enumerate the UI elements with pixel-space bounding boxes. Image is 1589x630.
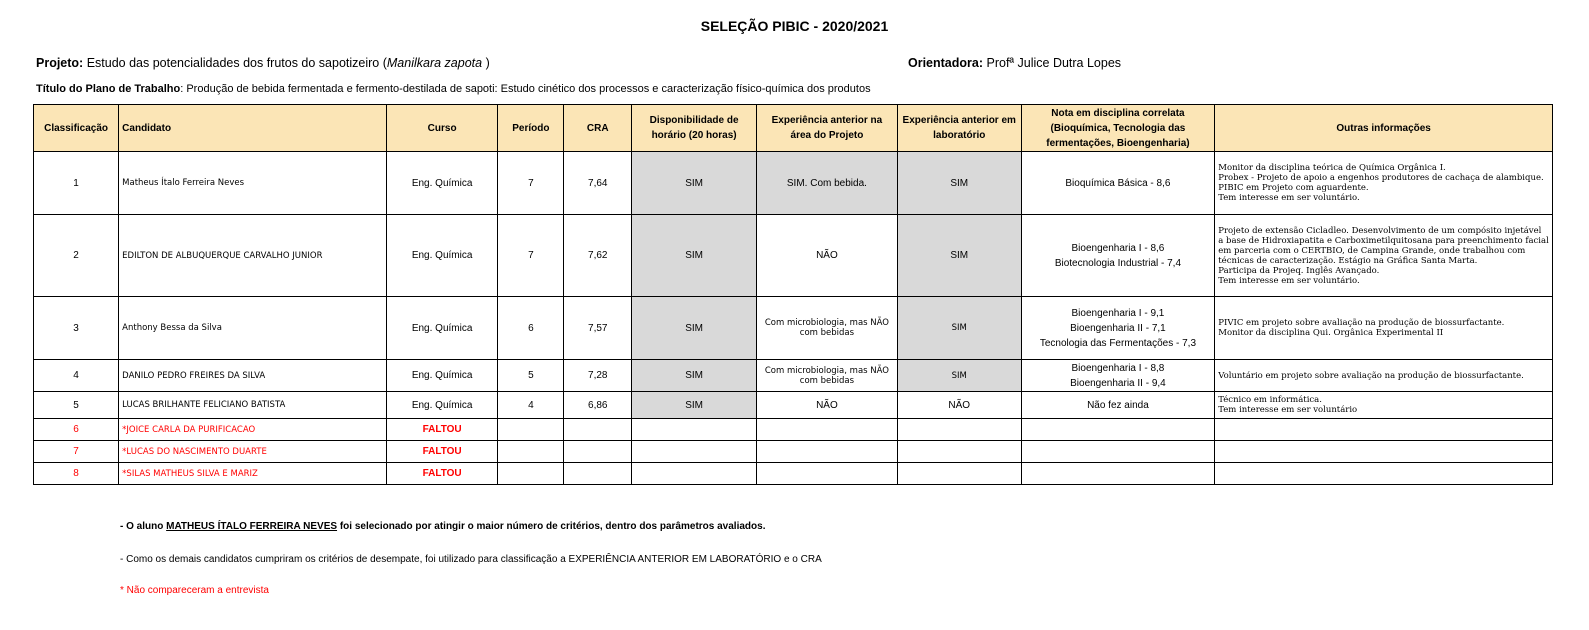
- table-row: [34, 392, 1553, 419]
- nota-line: Bioengenharia I - 8,6: [1071, 242, 1165, 254]
- cell-periodo: 6: [498, 297, 564, 360]
- info-line: Participa da Projeq. Inglês Avançado.: [1218, 265, 1380, 276]
- cell-experiencia-lab: NÃO: [897, 392, 1021, 419]
- header-classificacao: Classificação: [34, 105, 119, 152]
- cell-outras-informacoes: [1215, 215, 1553, 297]
- cell-empty: [564, 419, 632, 441]
- cell-classificacao: 7: [34, 441, 119, 463]
- cell-empty: [756, 441, 897, 463]
- cell-outras-informacoes: [1215, 152, 1553, 215]
- cell-status-faltou: FALTOU: [386, 463, 498, 485]
- table-row-absent: [34, 463, 1553, 485]
- cell-candidato: *JOICE CARLA DA PURIFICACAO: [119, 419, 387, 441]
- header-disponibilidade: Disponibilidade de horário (20 horas): [632, 105, 757, 152]
- cell-nota: [1021, 152, 1215, 215]
- info-line: Técnico em informática.: [1218, 395, 1322, 405]
- table-header-row: [34, 105, 1553, 152]
- cell-disponibilidade: SIM: [632, 152, 757, 215]
- nota-line: Tecnologia das Fermentações - 7,3: [1039, 337, 1197, 349]
- note-selected-prefix: - O aluno: [120, 521, 167, 532]
- cell-disponibilidade: SIM: [632, 392, 757, 419]
- cell-candidato: *SILAS MATHEUS SILVA E MARIZ: [119, 463, 387, 485]
- cell-cra: 7,62: [564, 215, 632, 297]
- cell-outras-informacoes: [1215, 392, 1553, 419]
- note-selected-suffix: foi selecionado por atingir o maior número de critérios, dentro dos parâmetros avaliados.: [337, 521, 766, 532]
- header-nota: Nota em disciplina correlata (Bioquímica, Tecnologia das fermentações, Bioengenharia): [1021, 105, 1215, 152]
- cell-curso: Eng. Química: [386, 360, 498, 392]
- cell-candidato: DANILO PEDRO FREIRES DA SILVA: [119, 360, 387, 392]
- table-row: [34, 152, 1553, 215]
- table-row: [34, 297, 1553, 360]
- cell-periodo: 4: [498, 392, 564, 419]
- cell-outras-informacoes: [1215, 297, 1553, 360]
- cell-empty: [632, 463, 757, 485]
- cell-nota: [1021, 215, 1215, 297]
- info-line: Projeto de extensão Cicladleo. Desenvolvimento de um compósito injetável a base de Hidroxiapatita e Carboximetilquitosana para preenchimento facial em parceria com o CERTBIO, de Campina Grande, onde trabalhou com técnicas de caracterização. Estágio na Gráfica Santa Marta.: [1218, 225, 1549, 266]
- info-line: Monitor da disciplina teórica de Química Orgânica I.: [1218, 163, 1446, 173]
- advisor-line: [908, 56, 1121, 70]
- nota-line: Bioquímica Básica - 8,6: [1065, 177, 1171, 189]
- cell-periodo: 7: [498, 152, 564, 215]
- note-tiebreak: - Como os demais candidatos cumpriram os critérios de desempate, foi utilizado para classificação a EXPERIÊNCIA ANTERIOR EM LABORATÓRIO e o CRA: [120, 554, 822, 565]
- cell-experiencia-area: SIM. Com bebida.: [756, 152, 897, 215]
- info-line: PIVIC em projeto sobre avaliação na produção de biossurfactante.: [1218, 318, 1505, 328]
- cell-empty: [498, 419, 564, 441]
- cell-cra: 7,28: [564, 360, 632, 392]
- cell-empty: [632, 419, 757, 441]
- nota-line: Biotecnologia Industrial - 7,4: [1054, 257, 1182, 269]
- cell-empty: [897, 463, 1021, 485]
- advisor-label: Orientadora:: [908, 56, 984, 70]
- cell-empty: [1021, 419, 1215, 441]
- cell-empty: [498, 463, 564, 485]
- project-line: [36, 56, 490, 70]
- cell-experiencia-area: NÃO: [756, 215, 897, 297]
- cell-empty: [756, 463, 897, 485]
- cell-empty: [632, 441, 757, 463]
- cell-experiencia-lab: SIM: [897, 360, 1021, 392]
- work-plan-line: [36, 83, 871, 95]
- nota-line: Bioengenharia I - 8,8: [1071, 362, 1165, 374]
- cell-empty: [1215, 441, 1553, 463]
- cell-classificacao: 3: [34, 297, 119, 360]
- cell-empty: [1215, 463, 1553, 485]
- cell-empty: [1021, 463, 1215, 485]
- header-curso: Curso: [386, 105, 498, 152]
- work-plan-title: : Produção de bebida fermentada e fermento-destilada de sapoti: Estudo cinético dos processos e caracterização físico-química dos produtos: [180, 83, 871, 95]
- cell-status-faltou: FALTOU: [386, 441, 498, 463]
- cell-candidato: *LUCAS DO NASCIMENTO DUARTE: [119, 441, 387, 463]
- cell-curso: Eng. Química: [386, 215, 498, 297]
- info-line: Tem interesse em ser voluntário.: [1218, 193, 1360, 203]
- cell-periodo: 7: [498, 215, 564, 297]
- info-line: Probex - Projeto de apoio a engenhos produtores de cachaça de alambique.: [1218, 173, 1544, 183]
- cell-status-faltou: FALTOU: [386, 419, 498, 441]
- note-selected: [120, 521, 765, 532]
- nota-line: Não fez ainda: [1087, 399, 1149, 411]
- cell-experiencia-area: NÃO: [756, 392, 897, 419]
- cell-nota: [1021, 392, 1215, 419]
- info-line: Monitor da disciplina Qui. Orgânica Experimental II: [1218, 328, 1444, 338]
- cell-candidato: LUCAS BRILHANTE FELICIANO BATISTA: [119, 392, 387, 419]
- cell-experiencia-lab: SIM: [897, 215, 1021, 297]
- advisor-name: Profª Julice Dutra Lopes: [983, 56, 1122, 70]
- cell-nota: [1021, 360, 1215, 392]
- header-cra: CRA: [564, 105, 632, 152]
- note-absent: * Não compareceram a entrevista: [120, 585, 269, 596]
- cell-cra: 6,86: [564, 392, 632, 419]
- cell-nota: [1021, 297, 1215, 360]
- nota-line: Bioengenharia I - 9,1: [1071, 307, 1165, 319]
- cell-classificacao: 5: [34, 392, 119, 419]
- project-text-after: ): [482, 56, 490, 70]
- cell-empty: [498, 441, 564, 463]
- cell-candidato: Anthony Bessa da Silva: [119, 297, 387, 360]
- page-title: SELEÇÃO PIBIC - 2020/2021: [700, 18, 889, 34]
- cell-empty: [1215, 419, 1553, 441]
- cell-periodo: 5: [498, 360, 564, 392]
- cell-classificacao: 2: [34, 215, 119, 297]
- cell-curso: Eng. Química: [386, 152, 498, 215]
- header-outras-informacoes: Outras informações: [1215, 105, 1553, 152]
- info-line: Tem interesse em ser voluntário: [1218, 405, 1358, 415]
- cell-curso: Eng. Química: [386, 392, 498, 419]
- cell-disponibilidade: SIM: [632, 297, 757, 360]
- cell-disponibilidade: SIM: [632, 215, 757, 297]
- cell-classificacao: 8: [34, 463, 119, 485]
- info-line: Voluntário em projeto sobre avaliação na produção de biossurfactante.: [1218, 370, 1524, 381]
- table-row: [34, 215, 1553, 297]
- cell-empty: [897, 419, 1021, 441]
- table-row: [34, 360, 1553, 392]
- cell-empty: [564, 441, 632, 463]
- cell-disponibilidade: SIM: [632, 360, 757, 392]
- cell-experiencia-lab: SIM: [897, 297, 1021, 360]
- project-label: Projeto:: [36, 56, 84, 70]
- header-candidato: Candidato: [119, 105, 387, 152]
- cell-classificacao: 6: [34, 419, 119, 441]
- header-experiencia-area: Experiência anterior na área do Projeto: [756, 105, 897, 152]
- project-text-before: Estudo das potencialidades dos frutos do sapotizeiro (: [83, 56, 387, 70]
- cell-empty: [897, 441, 1021, 463]
- cell-curso: Eng. Química: [386, 297, 498, 360]
- work-plan-label: Título do Plano de Trabalho: [36, 83, 181, 95]
- cell-classificacao: 4: [34, 360, 119, 392]
- info-line: PIBIC em Projeto com aguardente.: [1218, 183, 1369, 193]
- cell-empty: [1021, 441, 1215, 463]
- info-line: Tem interesse em ser voluntário.: [1218, 275, 1360, 286]
- cell-cra: 7,57: [564, 297, 632, 360]
- cell-empty: [564, 463, 632, 485]
- project-species: Manilkara zapota: [386, 56, 483, 70]
- selected-student-name: MATHEUS ÍTALO FERREIRA NEVES: [166, 521, 338, 532]
- nota-line: Bioengenharia II - 9,4: [1070, 377, 1166, 389]
- cell-cra: 7,64: [564, 152, 632, 215]
- cell-experiencia-area: Com microbiologia, mas NÃO com bebidas: [756, 297, 897, 360]
- nota-line: Bioengenharia II - 7,1: [1070, 322, 1166, 334]
- cell-classificacao: 1: [34, 152, 119, 215]
- cell-outras-informacoes: [1215, 360, 1553, 392]
- cell-experiencia-area: Com microbiologia, mas NÃO com bebidas: [756, 360, 897, 392]
- cell-experiencia-lab: SIM: [897, 152, 1021, 215]
- cell-candidato: Matheus Ítalo Ferreira Neves: [119, 152, 387, 215]
- table-row-absent: [34, 419, 1553, 441]
- cell-candidato: EDILTON DE ALBUQUERQUE CARVALHO JUNIOR: [119, 215, 387, 297]
- cell-empty: [756, 419, 897, 441]
- selection-table: [33, 104, 1553, 485]
- table-row-absent: [34, 441, 1553, 463]
- header-experiencia-lab: Experiência anterior em laboratório: [897, 105, 1021, 152]
- header-periodo: Período: [498, 105, 564, 152]
